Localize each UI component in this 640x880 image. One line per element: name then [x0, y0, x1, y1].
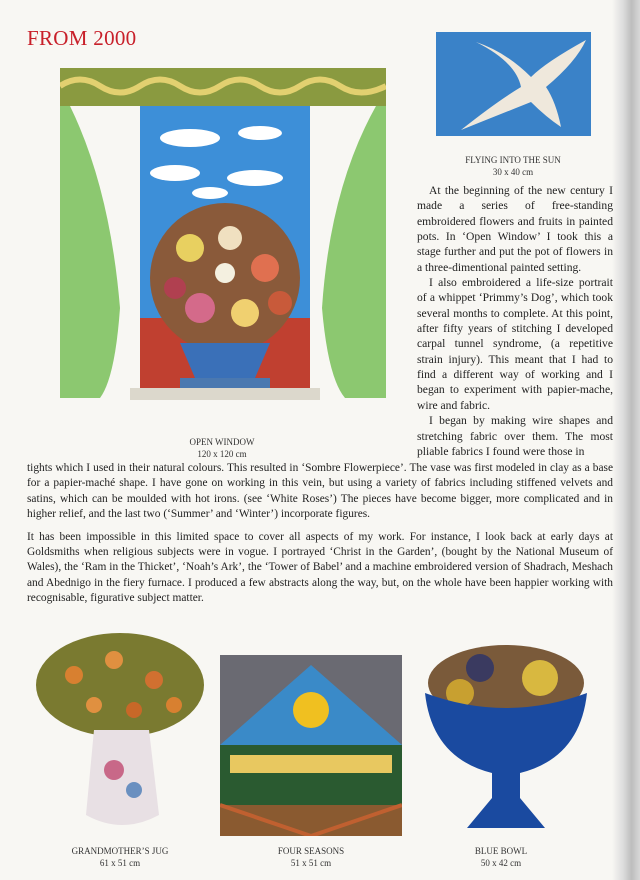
- work-title: FLYING INTO THE SUN: [465, 155, 561, 165]
- work-size: 120 x 120 cm: [197, 449, 247, 459]
- open-window-caption: [122, 436, 322, 460]
- open-window-image: [60, 58, 386, 426]
- grandmothers-jug-image: [34, 630, 206, 836]
- work-size: 30 x 40 cm: [492, 167, 534, 177]
- work-title: OPEN WINDOW: [189, 437, 255, 447]
- work-size: 51 x 51 cm: [290, 858, 332, 868]
- paragraph: tights which I used in their natural colours. This resulted in ‘Sombre Flowerpiece’. The vase was first modeled in clay as a base for a papier-maché shape. I have gone on working in this vein, but using a variety of fabrics including stiffened velvets and satins, which can be moulded with hot irons. (see ‘White Roses’) The pieces have become bigger, more complicated and in higher relief, and the last two (‘Summer’ and ‘Winter’) incorporate figures.: [27, 462, 613, 521]
- page-binding-shadow: [612, 0, 640, 880]
- work-title: FOUR SEASONS: [277, 846, 345, 856]
- paragraph: I began by making wire shapes and stretching fabric over them. The most pliable fabrics I found were those in: [417, 414, 613, 458]
- right-column-text: [417, 183, 613, 459]
- flying-caption: [433, 154, 593, 178]
- page-title: FROM 2000: [27, 26, 137, 50]
- work-title: BLUE BOWL: [474, 846, 528, 856]
- grandmothers-jug-caption: [40, 845, 200, 869]
- flying-into-the-sun-image: [436, 32, 591, 136]
- paragraph: At the beginning of the new century I made a series of free-standing embroidered flowers and fruits in painted pots. In ‘Open Window’ I took this a stage further and put the pot of flowers in a three-dimentional painted setting.: [417, 184, 613, 274]
- paragraph: It has been impossible in this limited space to cover all aspects of my work. For instance, I look back at early days at Goldsmiths when religious subjects were in vogue. I portrayed ‘Christ in the Garden’, (bought by the National Museum of Wales), the ‘Ram in the Thicket’, ‘Noah’s Ark’, the ‘Tower of Babel’ and a machine embroidered version of Shadrach, Meshach and Abednigo in the fiery furnace. I produced a few abstracts along the way, but, on the whole have been happier working with recognisable, figurative subject matter.: [27, 530, 613, 605]
- work-size: 50 x 42 cm: [480, 858, 522, 868]
- work-size: 61 x 51 cm: [99, 858, 141, 868]
- full-width-text: [27, 461, 613, 607]
- blue-bowl-caption: [421, 845, 581, 869]
- four-seasons-image: [220, 655, 402, 836]
- blue-bowl-image: [420, 638, 592, 836]
- paragraph: I also embroidered a life-size portrait of a whippet ‘Primmy’s Dog’, which took several months to complete. At this point, after fifty years of stitching I developed carpal tunnel syndrome, (a repetitive strain injury). This meant that I had to find a different way of working and I began to experiment with papier-mache, wire and fabric.: [417, 276, 613, 412]
- work-title: GRANDMOTHER’S JUG: [71, 846, 169, 856]
- four-seasons-caption: [231, 845, 391, 869]
